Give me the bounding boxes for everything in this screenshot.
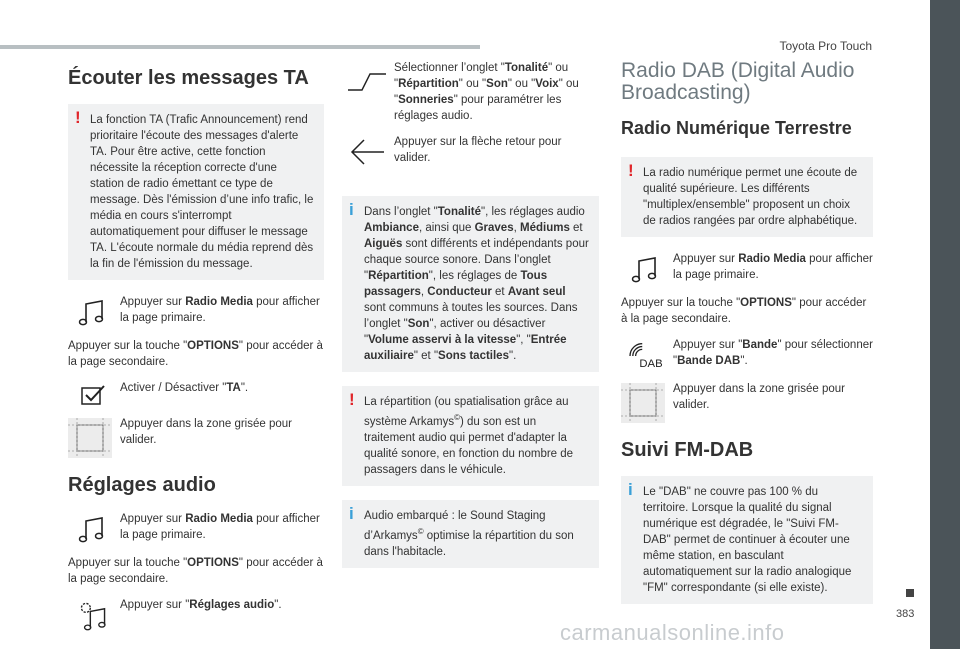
top-rule (0, 45, 480, 49)
music-note-icon (74, 296, 112, 328)
dab-icon-label: DAB (639, 358, 663, 371)
checkbox-icon (74, 382, 112, 414)
warning-box-dab: ! La radio numérique permet une écoute de qualité supérieure. Les différents "multiplex/ensemble" proposent un choix de radios rangées par ordre alphabétique. (621, 157, 873, 237)
step-back-arrow: Appuyer sur la flèche retour pour valider. (342, 134, 599, 178)
step-ta-toggle: Activer / Désactiver "TA". (68, 380, 324, 406)
step-bande: DAB Appuyer sur "Bande" pour sélectionner "Bande DAB". (621, 337, 873, 371)
music-note-icon (74, 513, 112, 545)
gray-zone-icon (68, 418, 112, 458)
warning-box-ta: ! La fonction TA (Trafic Announcement) rend prioritaire l'écoute des messages d'alerte TA. Pour être active, cette fonction nécessite la réception correcte d'une station de radio émettant ce type de message. Dès l'émission d’une info trafic, le média en cours s'interrompt automatiquement pour diffuser le message TA. L'écoute normale du média reprend dès la fin de l'émission du message. (68, 104, 324, 280)
info-icon: i (349, 200, 354, 219)
section-title-fm-dab: Suivi FM-DAB (621, 439, 754, 461)
brand-header: Toyota Pro Touch (779, 39, 872, 53)
info-box-fm-dab: i Le "DAB" ne couvre pas 100 % du territoire. Lorsque la qualité du signal numérique est dégradée, le "Suivi FM-DAB" permet de continuer à écouter une même station, en basculant automatiquement sur la radio analogique "FM" correspondante (si elle existe). (621, 476, 873, 604)
column-1 (68, 60, 324, 641)
back-arrow-icon (348, 136, 386, 168)
section-subtitle-rnt: Radio Numérique Terrestre (621, 118, 852, 138)
info-box-sound-staging: i Audio embarqué : le Sound Staging d’Arkamys© optimise la répartition du son dans l'habitacle. (342, 500, 599, 568)
warning-icon: ! (349, 390, 355, 409)
step-options-2: Appuyer sur la touche "OPTIONS" pour accéder à la page secondaire. (68, 557, 323, 585)
step-select-tab: Sélectionner l’onglet "Tonalité" ou "Répartition" ou "Son" ou "Voix" ou "Sonneries" pour paramétrer les réglages audio. (342, 60, 599, 124)
step-gray-zone: Appuyer dans la zone grisée pour valider. (68, 416, 324, 456)
page-marker (906, 589, 914, 597)
gear-music-icon (74, 599, 112, 631)
dab-broadcast-icon (627, 339, 665, 371)
warning-box-arkamys: ! La répartition (ou spatialisation grâce au système Arkamys©) du son est un traitement audio qui permet d'adapter la qualité sonore, en fonction du nombre de passagers dans le véhicule. (342, 386, 599, 486)
side-tab (930, 0, 960, 649)
column-2 (342, 60, 599, 582)
step-radio-media-dab: Appuyer sur Radio Media pour afficher la page primaire. (621, 251, 873, 285)
tab-icon (348, 70, 386, 102)
watermark: carmanualsonline.info (560, 620, 785, 645)
gray-zone-icon (621, 383, 665, 423)
step-gray-zone-dab: Appuyer dans la zone grisée pour valider. (621, 381, 873, 421)
music-note-icon (627, 253, 665, 285)
warning-icon: ! (75, 108, 81, 127)
step-options-dab: Appuyer sur la touche "OPTIONS" pour accéder à la page secondaire. (621, 297, 867, 325)
step-options: Appuyer sur la touche "OPTIONS" pour accéder à la page secondaire. (68, 340, 323, 368)
section-title-audio: Réglages audio (68, 474, 216, 496)
info-icon: i (628, 480, 633, 499)
info-box-tabs: i Dans l’onglet "Tonalité", les réglages audio Ambiance, ainsi que Graves, Médiums et Aiguës sont différents et indépendants pour chaque source sonore. Dans l’onglet "Répartition", les réglages de Tous passagers, Conducteur et Avant seul sont communs à toutes les sources. Dans l’onglet "Son", activer ou désactiver "Volume asservi à la vitesse", "Entrée auxiliaire" et "Sons tactiles". (342, 196, 599, 372)
section-title-dab: Radio DAB (Digital Audio Broadcasting) (621, 59, 855, 104)
step-radio-media: Appuyer sur Radio Media pour afficher la page primaire. (68, 294, 324, 328)
step-radio-media-2: Appuyer sur Radio Media pour afficher la page primaire. (68, 511, 324, 545)
step-reglages: Appuyer sur "Réglages audio". (68, 597, 324, 631)
column-3 (621, 60, 873, 618)
info-icon: i (349, 503, 354, 523)
section-title-ta: Écouter les messages TA (68, 67, 309, 89)
page-number: 383 (896, 608, 915, 620)
warning-icon: ! (628, 161, 634, 180)
